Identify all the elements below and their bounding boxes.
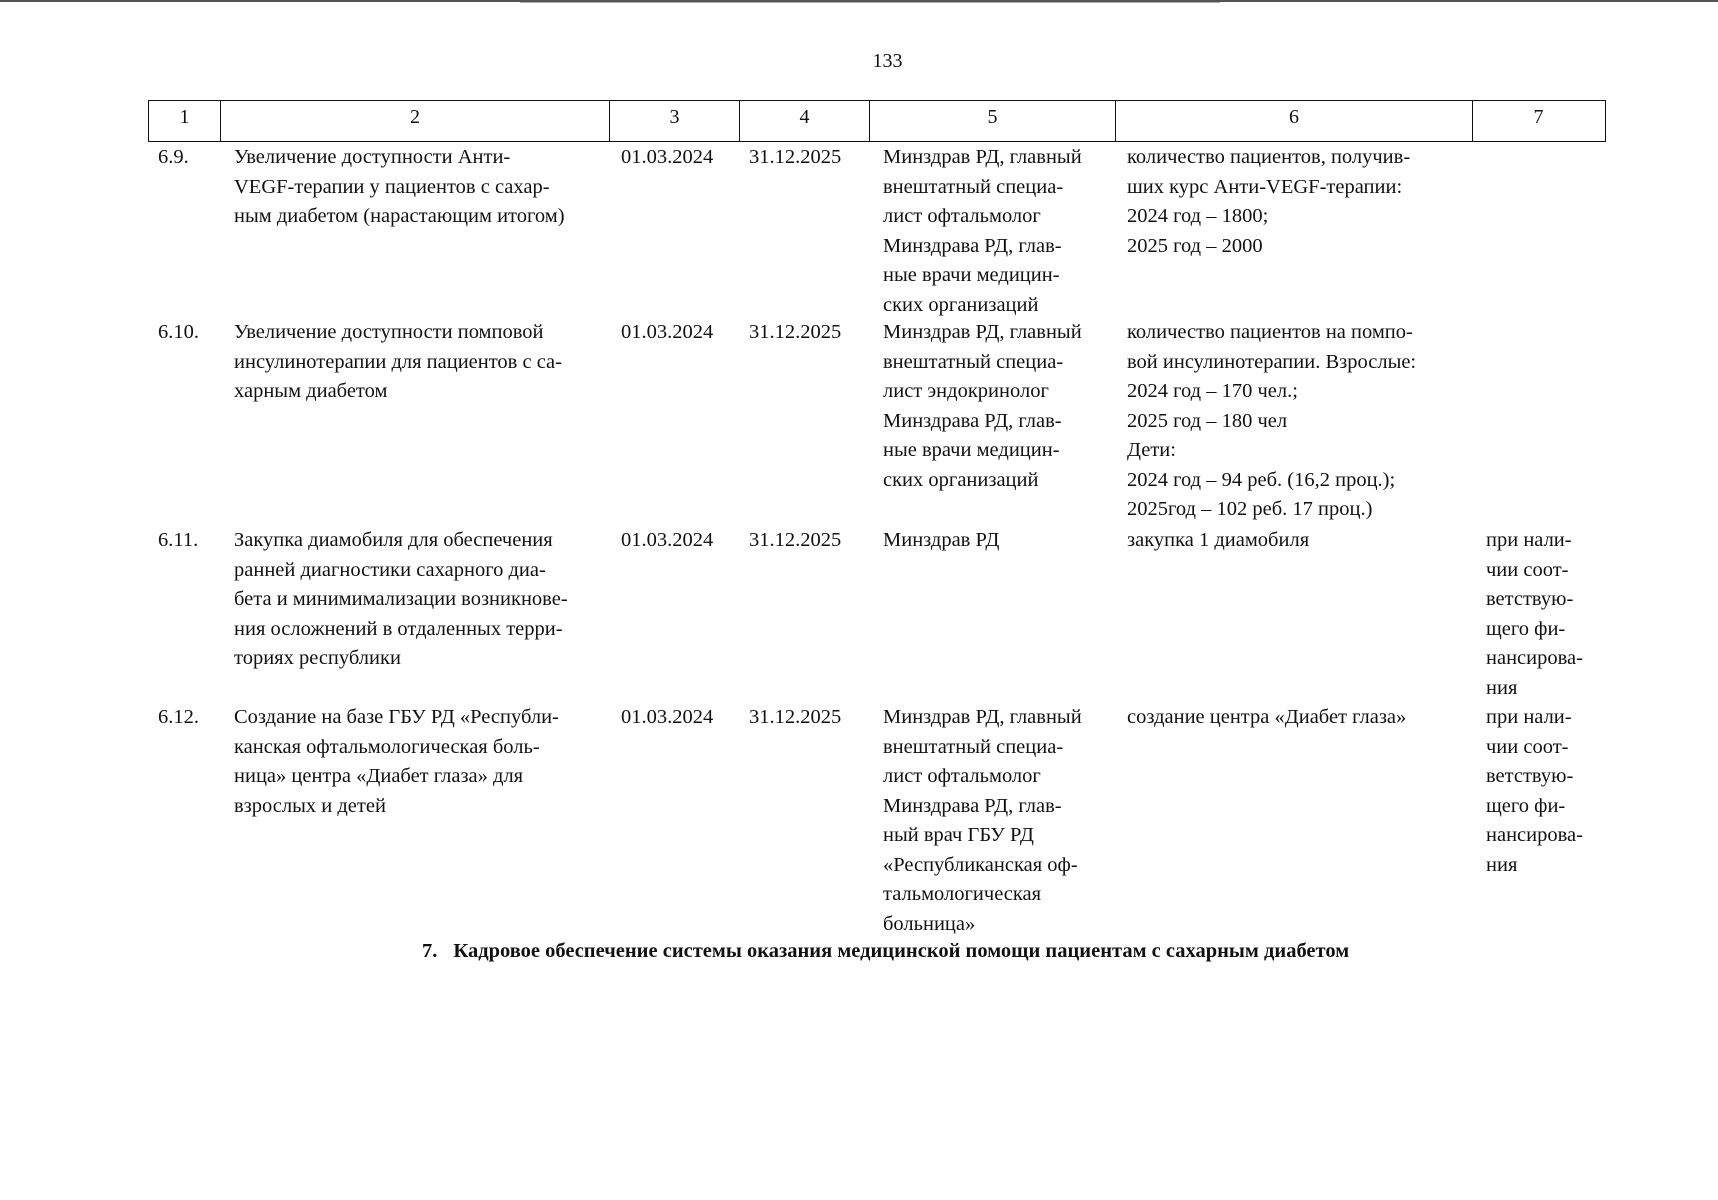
header-col-4: 4 <box>740 101 870 141</box>
row-description: Закупка диамобиля для обеспечения ранней диагностики сахарного диа- бета и минимимализации возникнове- ния осложнений в отдаленных терри- ториях республики <box>234 529 568 669</box>
row-number: 6.12. <box>158 706 199 728</box>
row-responsible: Минздрав РД, главный внештатный специа- лист офтальмолог Минздрава РД, глав- ный врач ГБУ РД «Республиканская оф- тальмологическая больница» <box>883 706 1082 935</box>
row-responsible: Минздрав РД, главный внештатный специа- лист эндокринолог Минздрава РД, глав- ные врачи медицин- ских организаций <box>883 321 1082 491</box>
table-row <box>148 143 1606 320</box>
section-heading <box>422 940 1349 963</box>
row-description: Увеличение доступности Анти- VEGF-терапии у пациентов с сахар- ным диабетом (нарастающим итогом) <box>234 146 565 227</box>
table-row <box>148 703 1606 939</box>
row-result: создание центра «Диабет глаза» <box>1127 706 1407 728</box>
section-title-text: Кадровое обеспечение системы оказания медицинской помощи пациентам с сахарным диабетом <box>453 940 1350 962</box>
row-end-date: 31.12.2025 <box>749 146 842 168</box>
header-col-6: 6 <box>1116 101 1473 141</box>
row-start-date: 01.03.2024 <box>621 706 714 728</box>
row-start-date: 01.03.2024 <box>621 146 714 168</box>
row-end-date: 31.12.2025 <box>749 529 842 551</box>
row-responsible: Минздрав РД, главный внештатный специа- лист офтальмолог Минздрава РД, глав- ные врачи медицин- ских организаций <box>883 146 1082 316</box>
row-result: количество пациентов на помпо- вой инсулинотерапии. Взрослые: 2024 год – 170 чел.; 2025 год – 180 чел Дети: 2024 год – 94 реб. (16,2 проц.); 2025год – 102 реб. 17 проц.) <box>1127 321 1417 520</box>
row-start-date: 01.03.2024 <box>621 321 714 343</box>
section-number: 7. <box>422 940 438 962</box>
header-col-2: 2 <box>221 101 610 141</box>
table-row <box>148 318 1606 525</box>
header-col-1: 1 <box>149 101 221 141</box>
row-result: закупка 1 диамобиля <box>1127 529 1310 551</box>
row-end-date: 31.12.2025 <box>749 706 842 728</box>
row-start-date: 01.03.2024 <box>621 529 714 551</box>
row-note <box>1472 143 1606 320</box>
row-number: 6.10. <box>158 321 199 343</box>
row-number: 6.9. <box>158 146 189 168</box>
row-end-date: 31.12.2025 <box>749 321 842 343</box>
table-header <box>148 100 1606 142</box>
header-col-3: 3 <box>610 101 740 141</box>
row-responsible: Минздрав РД <box>883 529 1000 551</box>
row-description: Создание на базе ГБУ РД «Республи- канская офтальмологическая боль- ница» центра «Диабет глаза» для взрослых и детей <box>234 706 559 817</box>
row-note: при нали- чии соот- ветствую- щего фи- нансирова- ния <box>1486 529 1583 699</box>
scan-edge <box>520 2 1220 3</box>
header-col-7: 7 <box>1533 106 1544 128</box>
row-description: Увеличение доступности помповой инсулинотерапии для пациентов с са- харным диабетом <box>234 321 562 402</box>
table-row <box>148 526 1606 703</box>
row-result: количество пациентов, получив- ших курс Анти-VEGF-терапии: 2024 год – 1800; 2025 год – 2000 <box>1127 146 1411 257</box>
row-note <box>1472 318 1606 525</box>
row-number: 6.11. <box>158 529 199 551</box>
row-note: при нали- чии соот- ветствую- щего фи- нансирова- ния <box>1486 706 1583 876</box>
page-number: 133 <box>872 50 903 72</box>
header-col-5: 5 <box>870 101 1116 141</box>
